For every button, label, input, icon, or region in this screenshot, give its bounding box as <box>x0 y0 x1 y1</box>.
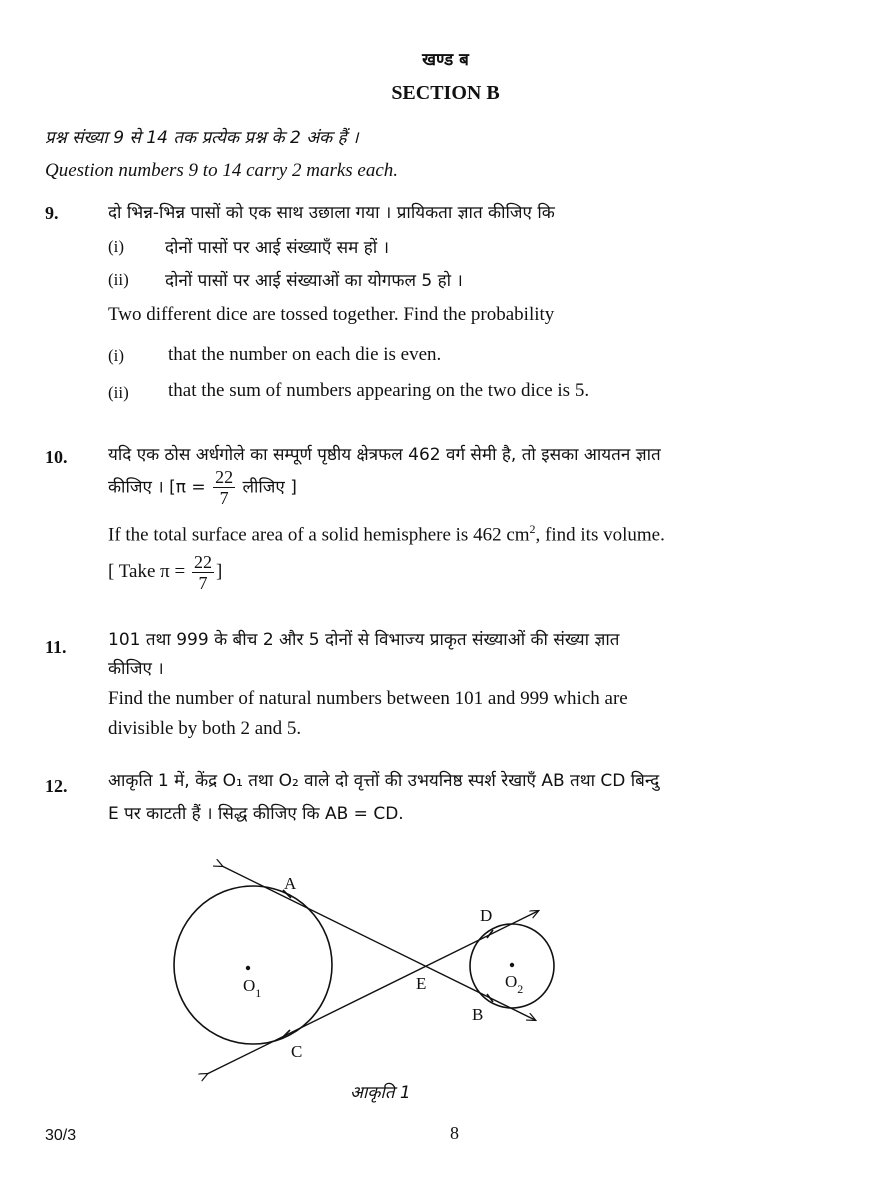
paper-code: 30/3 <box>45 1127 77 1144</box>
question-number-12: 12. <box>45 776 68 796</box>
q11-english-line1: Find the number of natural numbers between 101 and 999 which are <box>108 688 628 709</box>
o2-letter: O <box>505 972 518 991</box>
section-title-english: SECTION B <box>391 82 500 104</box>
point-label-o2 <box>505 972 523 996</box>
q9-english-i: that the number on each die is even. <box>168 344 442 365</box>
q9-english-ii-label: (ii) <box>108 383 129 402</box>
q12-hindi-line1: आकृति 1 में, केंद्र O₁ तथा O₂ वाले दो वृत्तों की उभयनिष्ठ स्पर्श रेखाएँ AB तथा CD बिन्दु <box>108 771 660 791</box>
q10-hindi-line2-a: कीजिए । [π = <box>108 477 206 498</box>
q10-english-superscript: 2 <box>529 522 536 536</box>
q9-hindi-ii-label: (ii) <box>108 270 129 289</box>
marks-note-english: Question numbers 9 to 14 carry 2 marks each. <box>45 160 399 181</box>
o1-subscript: 1 <box>255 986 262 1000</box>
point-label-o1 <box>243 976 261 1000</box>
question-number-10: 10. <box>45 447 68 467</box>
fraction-numerator: 22 <box>193 552 212 572</box>
q11-hindi-line1: 101 तथा 999 के बीच 2 और 5 दोनों से विभाज्य प्राकृत संख्याओं की संख्या ज्ञात <box>108 630 620 650</box>
q10-english-line2-b: ] <box>215 560 223 582</box>
figure-caption: आकृति 1 <box>350 1083 411 1103</box>
circle-o1 <box>174 886 332 1044</box>
o1-letter: O <box>243 976 256 995</box>
q9-english-i-label: (i) <box>108 346 125 365</box>
q9-hindi-i: दोनों पासों पर आई संख्याएँ सम हों । <box>165 238 390 258</box>
q10-hindi-line2-b: लीजिए ] <box>242 477 297 498</box>
point-label-a: A <box>284 874 297 893</box>
q10-hindi-line1: यदि एक ठोस अर्धगोले का सम्पूर्ण पृष्ठीय क्षेत्रफल 462 वर्ग सेमी है, तो इसका आयतन ज्ञात <box>108 445 661 465</box>
center-dot-o1 <box>246 966 250 970</box>
q9-english-stem: Two different dice are tossed together. Find the probability <box>108 304 555 325</box>
q12-hindi-line2: E पर काटती हैं । सिद्ध कीजिए कि AB = CD. <box>108 804 404 824</box>
fraction-numerator: 22 <box>215 467 234 487</box>
question-number-11: 11. <box>45 637 67 657</box>
point-label-e: E <box>416 974 427 993</box>
point-label-d: D <box>480 906 493 925</box>
q10-english-line1-b: , find its volume. <box>535 524 665 546</box>
fraction-denominator: 7 <box>219 488 229 508</box>
tangent-line-ab <box>222 866 535 1020</box>
q9-hindi-i-label: (i) <box>108 237 125 256</box>
fraction-denominator: 7 <box>198 573 208 593</box>
section-title-hindi: खण्ड ब <box>422 50 469 70</box>
q10-english-line1-a: If the total surface area of a solid hemisphere is 462 cm <box>108 524 530 546</box>
point-label-c: C <box>291 1042 303 1061</box>
q11-english-line2: divisible by both 2 and 5. <box>108 718 302 739</box>
q9-hindi-ii: दोनों पासों पर आई संख्याओं का योगफल 5 हो । <box>165 271 463 291</box>
page-number: 8 <box>450 1123 459 1143</box>
q9-english-ii: that the sum of numbers appearing on the two dice is 5. <box>168 380 590 401</box>
q9-hindi-stem: दो भिन्न-भिन्न पासों को एक साथ उछाला गया । प्रायिकता ज्ञात कीजिए कि <box>108 203 555 223</box>
marks-note-hindi: प्रश्न संख्या 9 से 14 तक प्रत्येक प्रश्न के 2 अंक हैं । <box>45 128 359 148</box>
question-number-9: 9. <box>45 203 59 223</box>
center-dot-o2 <box>510 963 514 967</box>
q11-hindi-line2: कीजिए । <box>108 659 164 679</box>
point-label-b: B <box>472 1005 484 1024</box>
o2-subscript: 2 <box>517 982 524 996</box>
q10-english-line2-a: [ Take π = <box>108 560 186 582</box>
